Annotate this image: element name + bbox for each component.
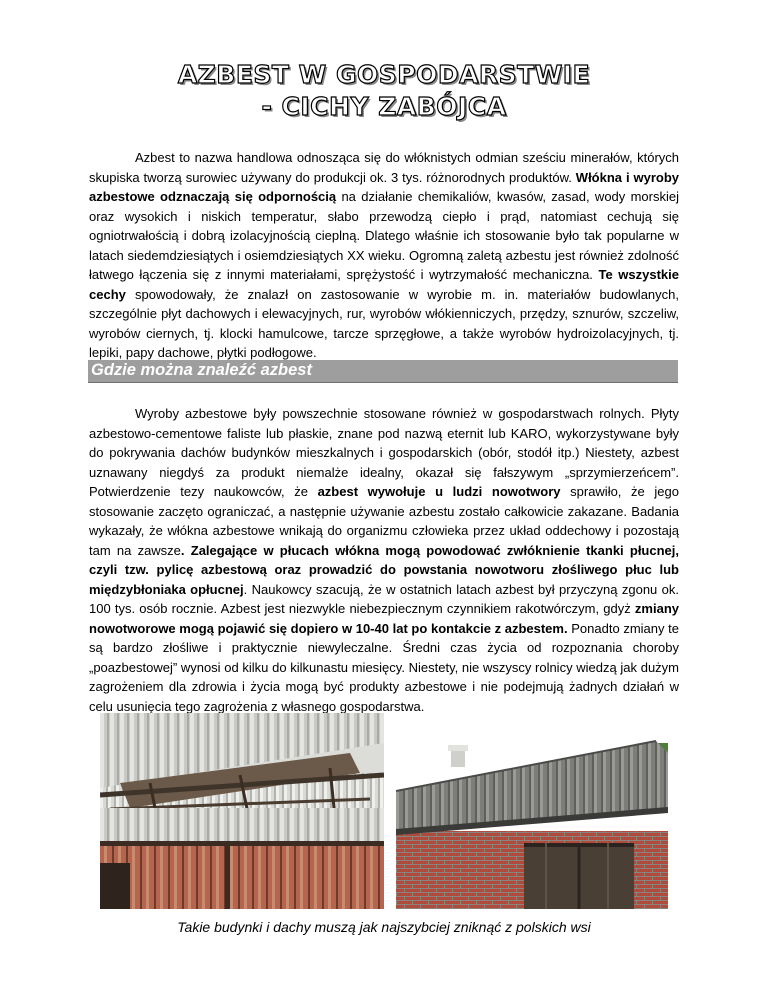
intro-text-2: na działanie chemikaliów, kwasów, zasad, wody morskiej oraz wysokich i niskich temperatur, słabo przewodzą ciepło i prąd, natomiast cechują się ogniotrwałością i dobrą izolacyjnością cieplną. Dlatego właśnie ich stosowanie było tak popularne w latach siedemdziesiątych i osiemdziesiątych XX wieku. Ogromną zaletą azbestu jest również zdolność łatwego łączenia się z innymi materiałami, sprężystość i wytrzymałość mechaniczna. <box>89 189 679 282</box>
intro-bold-1: Włókna i wyroby azbestowe odznaczają się odpornością <box>89 169 679 204</box>
body-bold-2: . Zalegające w płucach włókna mogą powodować zwłóknienie tkanki płucnej, czyli tzw. pylicę azbestową oraz prowadzić do powstania nowotworu złośliwego płuc lub międzybłoniaka opłucnej <box>89 542 679 597</box>
document-title-line1: AZBEST W GOSPODARSTWIE <box>177 60 591 89</box>
body-bold-1: azbest wywołuje u ludzi nowotwory <box>317 484 561 499</box>
body-text-1: Wyroby azbestowe były powszechnie stosowane również w gospodarstwach rolnych. Płyty azbestowo-cementowe faliste lub płaskie, znane pod nazwą eternit lub KARO, wykorzystywane były do pokrywania dachów budynków mieszkalnych i gospodarskich (obór, stodół itp.) Niestety, azbest uznawany niegdyś za produkt niemalże idealny, okazał się fałszywym „sprzymierzeńcem”. Potwierdzenie tezy naukowców, że <box>89 406 679 499</box>
photo-brick-building-roof <box>396 713 668 909</box>
body-text-3: . Naukowcy szacują, że w ostatnich latach azbest był przyczyną zgonu ok. 100 tys. osób rocznie. Azbest jest niezwykle niebezpiecznym czynnikiem rakotwórczym, gdyż <box>89 581 679 616</box>
section-heading: Gdzie można znaleźć azbest <box>91 361 312 379</box>
section-heading-bar <box>88 360 678 383</box>
intro-bold-2: Te wszystkie cechy <box>89 267 679 302</box>
body-bold-3: zmiany nowotworowe mogą pojawić się dopiero w 10-40 lat po kontakcie z azbestem. <box>89 601 679 636</box>
photo-caption: Takie budynki i dachy muszą jak najszybciej zniknąć z polskich wsi <box>177 919 591 935</box>
intro-text-3: spowodowały, że znalazł on zastosowanie w wyrobie m. in. materiałów budowlanych, szczególnie płyt dachowych i elewacyjnych, rur, wyrobów włókienniczych, przędzy, sznurów, szczeliw, wyrobów ciernych, tj. klocki hamulcowe, tarcze sprzęgłowe, a także wyrobów hydroizolacyjnych, tj. lepiki, papy dachowe, płytki podłogowe. <box>89 286 679 360</box>
body-text-4: Ponadto zmiany te są bardzo złośliwe i praktycznie niewyleczalne. Średni czas życia od rozpoznania choroby „poazbestowej” wynosi od kilku do kilkunastu miesięcy. Niestety, nie wszyscy rolnicy wiedzą jak dużym zagrożeniem dla zdrowia i życia mogą być produkty azbestowe i nie podejmują żadnych działań w celu usunięcia tego zagrożenia z własnego gospodarstwa. <box>89 620 679 714</box>
intro-paragraph <box>89 148 679 363</box>
body-paragraph <box>89 404 679 716</box>
body-text-2: sprawiło, że jego stosowanie zaczęto ograniczać, a następnie używanie azbestu zostało całkowicie zakazane. Badania wykazały, że włókna azbestowe wnikają do organizmu człowieka przez układ oddechowy i pozostają tam na zawsze <box>89 484 679 558</box>
photo-barn-interior <box>100 713 384 909</box>
intro-text-1: Azbest to nazwa handlowa odnosząca się do włóknistych odmian sześciu minerałów, których skupiska tworzą surowiec używany do produkcji ok. 3 tys. różnorodnych produktów. <box>89 150 679 185</box>
document-title-line2: - CICHY ZABÓJCA <box>261 92 507 121</box>
